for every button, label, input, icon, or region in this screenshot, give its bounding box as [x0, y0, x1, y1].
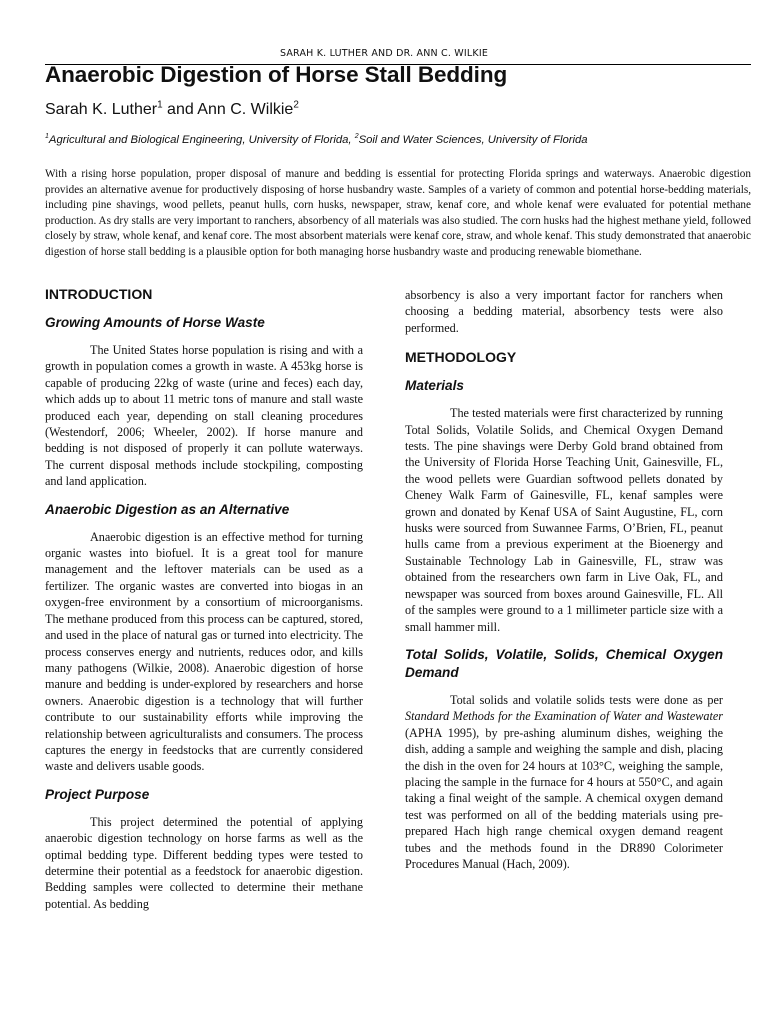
- total-solids-heading: Total Solids, Volatile, Solids, Chemical Oxygen Demand: [405, 646, 723, 680]
- running-head: SARAH K. LUTHER AND DR. ANN C. WILKIE: [279, 48, 489, 59]
- left-column: [45, 286, 363, 912]
- author-1: Sarah K. Luther: [45, 101, 158, 118]
- total-solids-text-1: Total solids and volatile solids tests were done as per: [450, 692, 723, 707]
- materials-heading: Materials: [405, 378, 464, 394]
- growing-waste-paragraph: The United States horse population is rising and with a growth in population comes a growth in waste. A 453kg horse is capable of producing 22kg of waste (urine and feces) each day, which adds up to about 11 metric tons of manure and stall waste produced each year, depending on stall cleaning procedures (Westendorf, 2006; Wheeler, 2002). If horse manure and bedding is not disposed of properly it can pollute waterways. The current disposal methods include stockpiling, composting and land application.: [45, 343, 363, 489]
- continued-paragraph: absorbency is also a very important factor for ranchers when choosing a bedding material, absorbency tests were also performed.: [405, 288, 723, 335]
- right-column: [405, 287, 723, 872]
- project-purpose-paragraph: This project determined the potential of applying anaerobic digestion technology on horse farms as well as the optimal bedding type. Different bedding types were tested to determine their potential as a feedstock for anaerobic digestion. Bedding samples were collected to determine their methane potential. As bedding: [45, 814, 363, 911]
- total-solids-paragraph: [405, 692, 723, 872]
- standard-methods-title: Standard Methods for the Examination of Water and Wastewater: [405, 709, 723, 724]
- project-purpose-heading: Project Purpose: [45, 786, 150, 802]
- abstract: With a rising horse population, proper disposal of manure and bedding is essential for protecting Florida springs and waterways. Anaerobic digestion provides an alternative avenue for productively disposing of horse husbandry waste. Samples of a variety of common and potential horse-bedding materials, including pine shavings, wood pellets, peanut hulls, corn husks, newspaper, straw, kenaf core, and whole kenaf were evaluated for potential methane production. As dry stalls are very important to ranchers, absorbency of all materials was also studied. The corn husks had the highest methane yield, followed closely by straw, whole kenaf, and kenaf core. The most absorbent materials were kenaf core, straw, and whole kenaf. This study demonstrated that anaerobic digestion of horse stall bedding is a plausible option for both managing horse husbandry waste and producing renewable biomethane.: [45, 168, 751, 258]
- paper-title: Anaerobic Digestion of Horse Stall Bedding: [45, 62, 508, 87]
- anaerobic-alternative-heading: Anaerobic Digestion as an Alternative: [45, 501, 290, 517]
- affiliation-2-marker: 2: [354, 133, 359, 141]
- affiliation-1: Agricultural and Biological Engineering, University of Florida,: [48, 134, 355, 146]
- author-2-marker: 2: [293, 99, 299, 111]
- author-1-marker: 1: [157, 99, 163, 111]
- author-2: Ann C. Wilkie: [197, 101, 294, 118]
- methodology-heading: METHODOLOGY: [405, 349, 517, 366]
- author-connector: and: [162, 101, 198, 118]
- affiliation-1-marker: 1: [45, 133, 49, 141]
- affiliations: [45, 134, 588, 146]
- authors: [45, 101, 299, 119]
- introduction-heading: INTRODUCTION: [45, 286, 153, 302]
- anaerobic-alternative-paragraph: Anaerobic digestion is an effective method for turning organic wastes into biofuel. It is a great tool for manure management and the leftover materials can be used as a fertilizer. The organic wastes are converted into biogas in an oxygen-free environment by a consortium of microorganisms. The methane produced from this process can be captured, stored, and used in the place of natural gas or turned into electricity. The process conserves energy and nutrients, reduces odor, and kills many pathogens (Wilkie, 2008). Anaerobic digestion of horse manure and bedding is under-explored by researchers and horse owners. Anaerobic digestion is a technology that will further contribute to our sustainability efforts while improving the relationship between agriculturalists and consumers. The process captures the energy in feedstocks that are currently considered waste and delivers usable goods.: [45, 529, 363, 774]
- affiliation-2: Soil and Water Sciences, University of Florida: [358, 134, 588, 146]
- materials-paragraph: The tested materials were first characterized by running Total Solids, Volatile Solids, and Chemical Oxygen Demand tests. The pine shavings were Derby Gold brand obtained from the University of Florida Horse Teaching Unit, Gainesville, FL, the wood pellets were Guardian softwood pellets donated by Cheney Walk Farm of Gainesville, FL, kenaf samples were grown and donated by Kenaf USA of Saint Augustine, FL, corn husks were sourced from Suwannee Farms, O’Brien, FL, peanut hulls came from a previous experiment at the Bioenergy and Sustainable Technology Lab in Gainesville, FL, straw was obtained from the researchers own farm in Live Oak, FL, and newspaper was sourced from boxes around Gainesville, FL. All of the samples were ground to a 1 millimeter particle size with a small hammer mill.: [405, 406, 723, 634]
- growing-waste-heading: Growing Amounts of Horse Waste: [45, 315, 265, 330]
- total-solids-text-2: (APHA 1995), by pre-ashing aluminum dishes, weighing the dish, adding a sample and weighing the sample and dish, placing the dish in the oven for 24 hours at 103°C, weighing the sample, placing the sample in the furnace for 4 hours at 550°C, and again taking a final weight of the sample. A chemical oxygen demand test was performed on all of the bedding materials using pre-prepared Hach high range chemical oxygen demand reagent tubes and the methods found in the DR890 Colorimeter Procedures Manual (Hach, 2009).: [405, 725, 723, 871]
